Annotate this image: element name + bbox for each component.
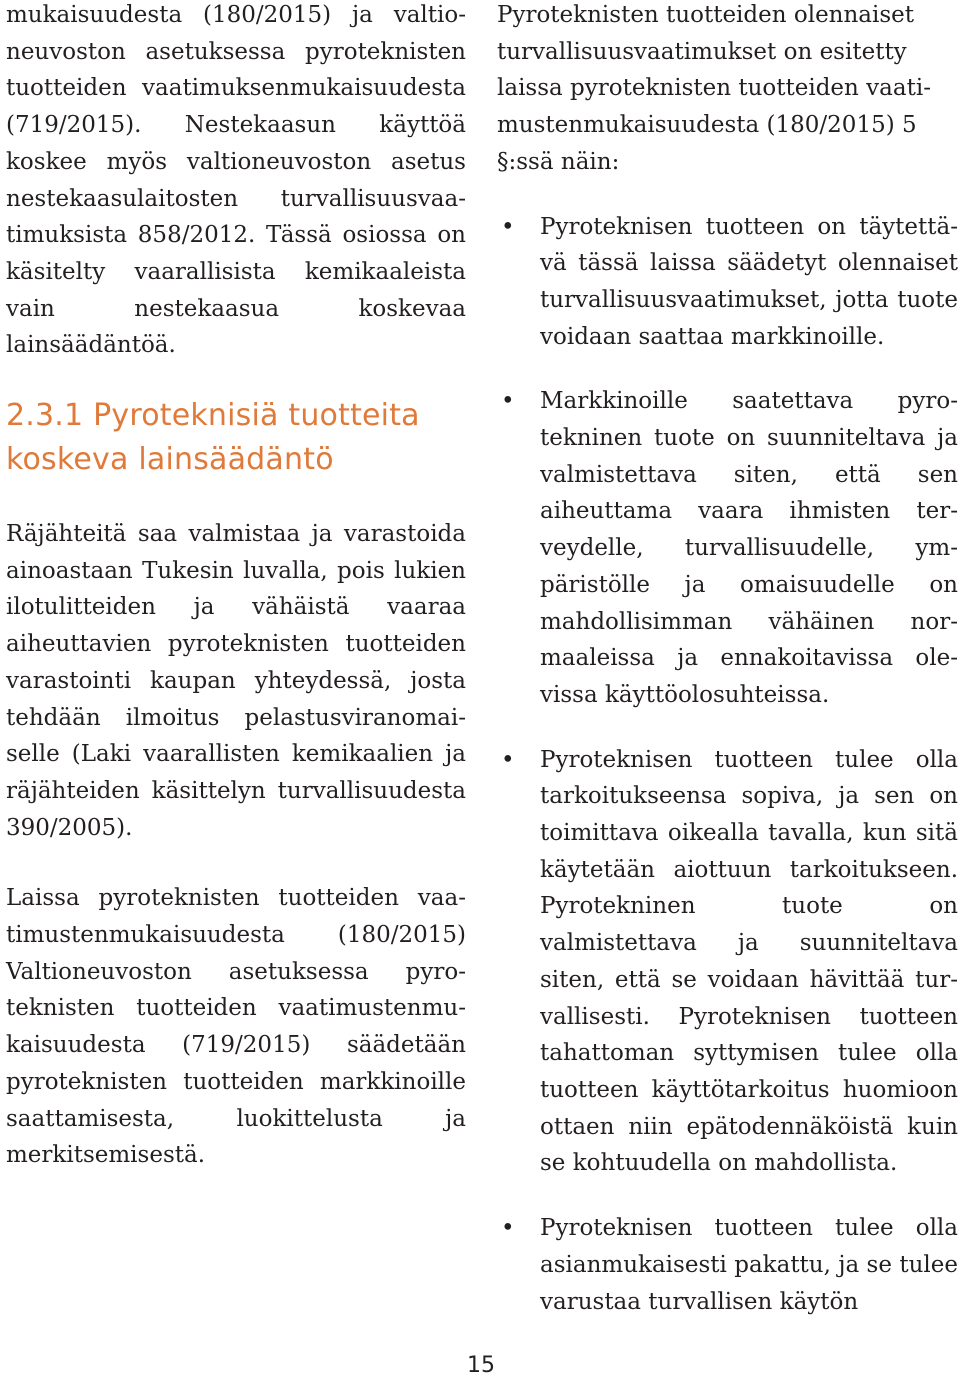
left-column [6,0,466,1174]
intro-paragraph: mukaisuudesta (180/2015) ja valtioneuvoston asetuksessa pyroteknisten tuotteiden vaatimuksenmukaisuudesta (719/2015). Nestekaasun käyttöä koskee myös valtioneuvoston asetus nestekaasulaitosten turvallisuusvaatimuksista 858/2012. Tässä osiossa on käsitelty vaarallisista kemikaaleista vain nestekaasua koskevaa lainsäädäntöä. [6,2,466,359]
bullet-icon: • [501,1215,515,1242]
bullet-icon: • [501,746,515,773]
list-item-text: Pyroteknisen tuotteen tulee olla asianmukaisesti pakattu, ja se tulee varustaa turvallisen käytön [540,1215,958,1315]
section-heading: 2.3.1 Pyroteknisiä tuotteita koskeva lainsäädäntö [6,398,420,478]
list-item-text: Pyroteknisen tuotteen tulee olla tarkoitukseensa sopiva, ja sen on toimittava oikealla tavalla, kun sitä käytetään aiottuun tarkoitukseen. Pyrotekninen tuote on valmistettava ja suunniteltava siten, että se voidaan hävittää turvallisesti. Pyroteknisen tuotteen tahattoman syttymisen tulee olla tuotteen käyttötarkoitus huomioon ottaen niin epätodennäköistä kuin se kohtuudella on mahdollista. [540,746,958,1177]
requirements-intro-paragraph: Pyroteknisten tuotteiden olennaiset turvallisuusvaatimukset on esitetty laissa pyroteknisten tuotteiden vaatimustenmukaisuudesta (180/2015) 5 §:ssä näin: [497,2,931,175]
list-item [497,209,958,356]
list-item-text: Markkinoille saatettava pyrotekninen tuote on suunniteltava ja valmistettava siten, että sen aiheuttama vaara ihmisten terveydelle, turvallisuudelle, ympäristölle ja omaisuudelle on mahdollisimman vähäinen normaaleissa ja ennakoitavissa olevissa käyttöolosuhteissa. [540,388,958,708]
list-item [497,383,958,713]
paragraph-laws: Laissa pyroteknisten tuotteiden vaatimustenmukaisuudesta (180/2015) Valtioneuvoston asetuksessa pyroteknisten tuotteiden vaatimustenmukaisuudesta (719/2015) säädetään pyroteknisten tuotteiden markkinoille saattamisesta, luokittelusta ja merkitsemisestä. [6,885,466,1169]
requirements-list [497,209,958,1321]
bullet-icon: • [501,213,515,240]
list-item-text: Pyroteknisen tuotteen on täytettävä tässä laissa säädetyt olennaiset turvallisuusvaatimukset, jotta tuote voidaan saattaa markkinoille. [540,213,958,350]
list-item [497,742,958,1182]
right-column [497,0,958,1320]
bullet-icon: • [501,388,515,415]
paragraph-explosives: Räjähteitä saa valmistaa ja varastoida ainoastaan Tukesin luvalla, pois lukien ilotulitteiden ja vähäistä vaaraa aiheuttavien pyroteknisten tuotteiden varastointi kaupan yhteydessä, josta tehdään ilmoitus pelastusviranomaiselle (Laki vaarallisten kemikaalien ja räjähteiden käsittelyn turvallisuudesta 390/2005). [6,521,466,841]
page-number: 15 [467,1353,495,1378]
list-item [497,1210,958,1320]
